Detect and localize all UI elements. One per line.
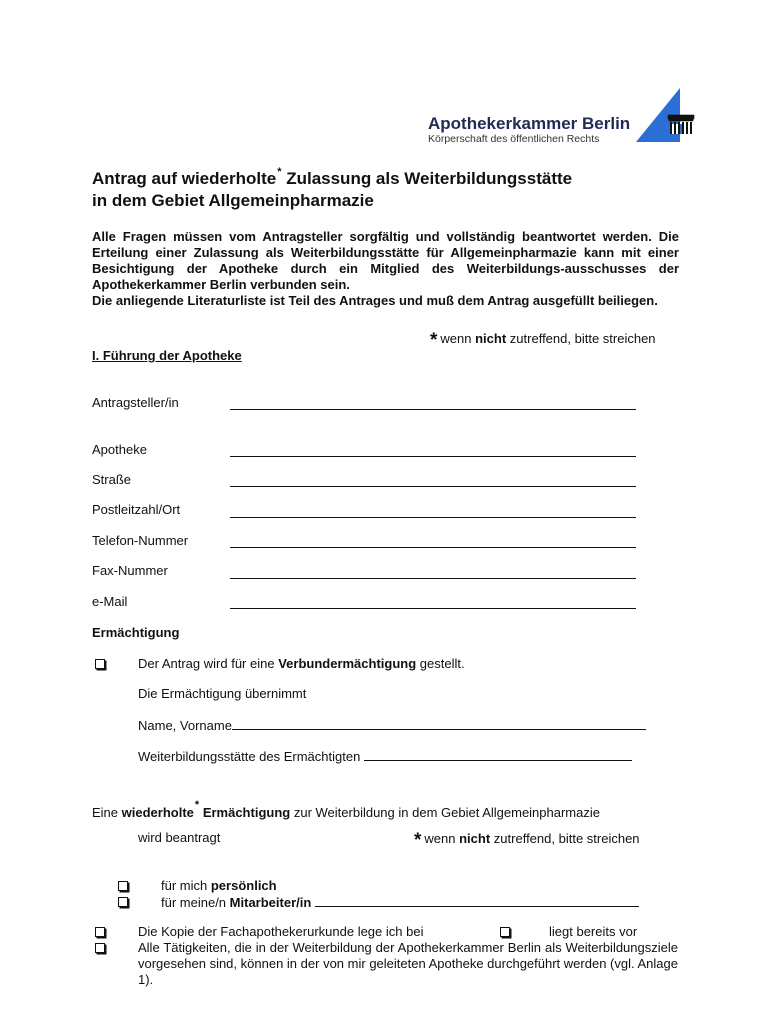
- form-title-line2: in dem Gebiet Allgemeinpharmazie: [92, 191, 374, 210]
- repeat-asterisk: *: [194, 799, 200, 811]
- persoenlich-checkbox[interactable]: [118, 881, 128, 891]
- title-part2: Zulassung als Weiterbildungsstätte: [286, 169, 573, 188]
- fax-field[interactable]: [230, 562, 636, 579]
- repeat-bold: wiederholte: [121, 805, 194, 820]
- section-heading: I. Führung der Apotheke: [92, 348, 242, 363]
- org-header: [428, 114, 658, 146]
- intro-text: [92, 229, 679, 309]
- field-label-telefon: Telefon-Nummer: [92, 533, 189, 548]
- note2-pre: wenn: [424, 831, 456, 846]
- repeat-pre: Eine: [92, 805, 119, 820]
- opt2-bold: Mitarbeiter/in: [229, 895, 312, 910]
- note2-asterisk: *: [414, 830, 422, 851]
- mitarbeiter-checkbox[interactable]: [118, 897, 128, 907]
- strasse-field[interactable]: [230, 470, 636, 487]
- liegt-vor-text: liegt bereits vor: [549, 924, 638, 939]
- wbs-label: Weiterbildungsstätte des Ermächtigten: [138, 749, 361, 764]
- form-title: [92, 168, 712, 192]
- strike-note-2: [414, 830, 640, 851]
- wbs-row: [138, 748, 632, 765]
- org-subtitle: Körperschaft des öffentlichen Rechts: [428, 133, 600, 145]
- field-label-antragsteller: Antragsteller/in: [92, 395, 179, 410]
- name-row: [138, 717, 646, 734]
- repeat-text: [92, 799, 600, 822]
- opt2-pre: für meine/n: [161, 895, 227, 910]
- apotheke-field[interactable]: [230, 440, 636, 457]
- ermaechtigung-heading: Ermächtigung: [92, 625, 180, 640]
- repeat-bold2: Ermächtigung: [202, 805, 291, 820]
- verbund-post: gestellt.: [419, 656, 465, 671]
- persoenlich-text: [161, 878, 277, 894]
- field-label-fax: Fax-Nummer: [92, 563, 168, 578]
- taetigkeiten-checkbox[interactable]: [95, 943, 105, 953]
- verbund-checkbox[interactable]: [95, 659, 105, 669]
- kopie-checkbox[interactable]: [95, 927, 105, 937]
- strike-note: [430, 330, 656, 351]
- field-label-apotheke: Apotheke: [92, 442, 147, 457]
- intro-paragraph-2: Die anliegende Literaturliste ist Teil des Antrages und muß dem Antrag ausgefüllt beiliegen.: [92, 293, 658, 308]
- antragsteller-field[interactable]: [230, 393, 636, 410]
- verbund-pre: Der Antrag wird für eine: [138, 656, 275, 671]
- intro-paragraph-1: Alle Fragen müssen vom Antragsteller sorgfältig und vollständig beantwortet werden. Die Erteilung einer Zulassung als Weiterbildungsstätte für Allgemeinpharmazie kann mit einer Besichtigung der Apotheke durch ein Mitglied des Weiterbildungs-ausschusses der Apothekerkammer Berlin verbunden sein.: [92, 229, 679, 292]
- mitarbeiter-line[interactable]: [315, 894, 639, 907]
- note2-post: zutreffend, bitte streichen: [493, 831, 640, 846]
- repeat-post: zur Weiterbildung in dem Gebiet Allgemeinpharmazie: [293, 805, 600, 820]
- plz-ort-field[interactable]: [230, 501, 636, 518]
- title-part1: Antrag auf wiederholte: [92, 169, 277, 188]
- liegt-vor-checkbox[interactable]: [500, 927, 510, 937]
- brandenburg-gate-icon: [634, 86, 698, 144]
- opt1-bold: persönlich: [210, 878, 277, 893]
- verbund-bold: Verbundermächtigung: [278, 656, 417, 671]
- note2-bold: nicht: [459, 831, 491, 846]
- title-asterisk: *: [277, 166, 282, 178]
- taetigkeiten-text: Alle Tätigkeiten, die in der Weiterbildung der Apothekerkammer Berlin als Weiterbildungsziele vorgesehen sind, können in der von mir geleiteten Apotheke durchgeführt werden (vgl. Anlage 1).: [138, 940, 678, 987]
- wbs-line[interactable]: [364, 748, 632, 761]
- field-label-strasse: Straße: [92, 472, 132, 487]
- note-post: zutreffend, bitte streichen: [509, 331, 656, 346]
- uebernimmt-text: Die Ermächtigung übernimmt: [138, 686, 307, 701]
- verbund-text: [138, 656, 465, 672]
- name-label: Name, Vorname: [138, 718, 232, 733]
- org-name: Apothekerkammer Berlin: [428, 114, 631, 133]
- email-field[interactable]: [230, 592, 636, 609]
- opt1-pre: für mich: [161, 878, 208, 893]
- name-line[interactable]: [232, 717, 646, 730]
- field-label-plz-ort: Postleitzahl/Ort: [92, 502, 181, 517]
- beantragt-text: wird beantragt: [138, 830, 221, 845]
- field-label-email: e-Mail: [92, 594, 128, 609]
- kopie-text: Die Kopie der Fachapothekerurkunde lege ich bei: [138, 924, 424, 939]
- note-bold: nicht: [475, 331, 507, 346]
- mitarbeiter-text: [161, 894, 639, 911]
- note-asterisk: *: [430, 330, 438, 351]
- telefon-field[interactable]: [230, 531, 636, 548]
- note-pre: wenn: [440, 331, 472, 346]
